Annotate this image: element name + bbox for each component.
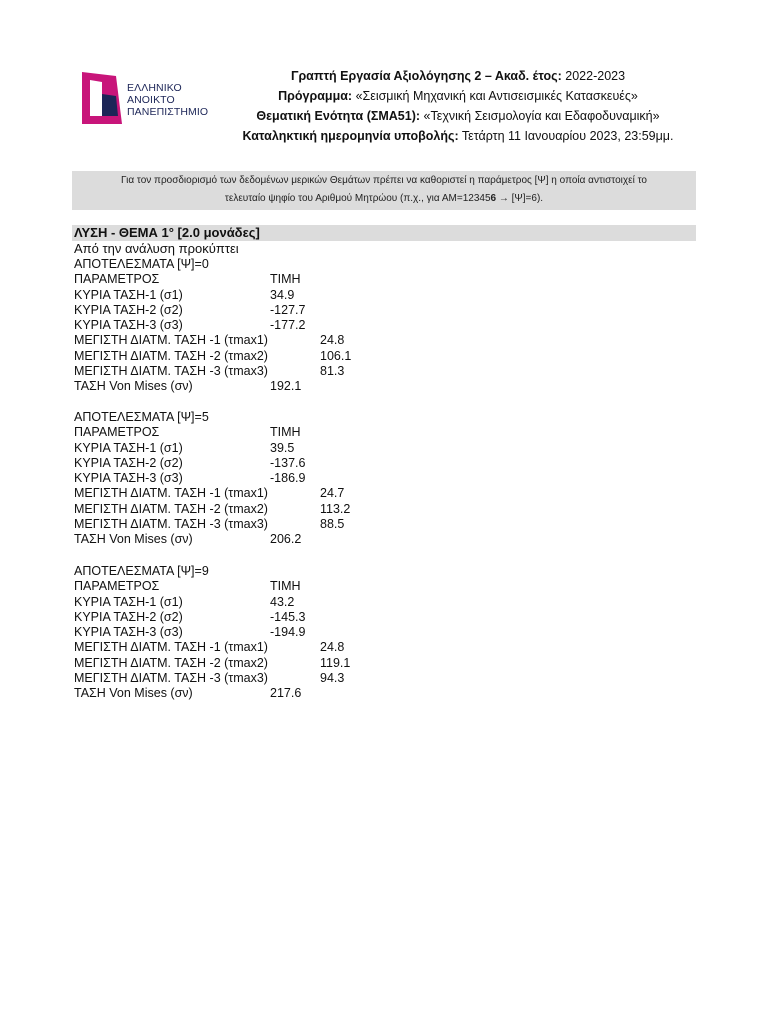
table-row <box>74 594 295 610</box>
module-label: Θεματική Ενότητα (ΣΜΑ51): <box>256 109 421 123</box>
header-line-program <box>200 86 716 106</box>
row-label: ΤΑΣΗ Von Mises (σν) <box>74 379 193 394</box>
table-row <box>74 455 306 471</box>
results-block-9 <box>74 564 351 702</box>
results-block-0 <box>74 257 352 395</box>
header-line-module <box>200 106 716 126</box>
row-value: 24.8 <box>320 640 345 655</box>
logo-line-3: ΠΑΝΕΠΙΣΤΗΜΙΟ <box>127 106 209 118</box>
results-heading: ΑΠΟΤΕΛΕΣΜΑΤΑ [Ψ]=5 <box>74 410 209 424</box>
row-label: ΜΕΓΙΣΤΗ ΔΙΑΤΜ. ΤΑΣΗ -1 (τmax1) <box>74 486 268 501</box>
table-row <box>74 318 306 333</box>
assignment-label: Γραπτή Εργασία Αξιολόγησης 2 – Ακαδ. έτος: <box>290 69 562 83</box>
row-value: -177.2 <box>270 318 306 333</box>
table-row <box>74 471 306 486</box>
row-value: 206.2 <box>270 532 302 547</box>
row-label: ΜΕΓΙΣΤΗ ΔΙΑΤΜ. ΤΑΣΗ -3 (τmax3) <box>74 364 268 379</box>
document-header <box>200 66 716 146</box>
notice-line-1: Για τον προσδιορισμό των δεδομένων μερικών Θεμάτων πρέπει να καθοριστεί η παράμετρος [Ψ] η οποία αντιστοιχεί το <box>121 175 647 186</box>
row-label: ΚΥΡΙΑ ΤΑΣΗ-1 (σ1) <box>74 440 183 455</box>
academic-year: 2022-2023 <box>565 69 626 83</box>
table-row <box>74 609 306 625</box>
results-header-row <box>74 425 301 440</box>
header-line-assignment <box>200 66 716 86</box>
results-header-row <box>74 579 301 594</box>
table-row <box>74 686 302 701</box>
table-row <box>74 517 345 532</box>
param-header: ΠΑΡΑΜΕΤΡΟΣ <box>74 272 160 287</box>
deadline-value: Τετάρτη 11 Ιανουαρίου 2023, 23:59μμ. <box>461 129 674 143</box>
row-value: 24.8 <box>320 333 345 348</box>
row-value: 106.1 <box>320 348 352 363</box>
row-label: ΜΕΓΙΣΤΗ ΔΙΑΤΜ. ΤΑΣΗ -2 (τmax2) <box>74 348 268 363</box>
table-row <box>74 333 345 348</box>
row-label: ΜΕΓΙΣΤΗ ΔΙΑΤΜ. ΤΑΣΗ -3 (τmax3) <box>74 671 268 686</box>
program-label: Πρόγραμμα: <box>278 89 353 103</box>
results-heading: ΑΠΟΤΕΛΕΣΜΑΤΑ [Ψ]=9 <box>74 564 209 578</box>
header-line-deadline <box>200 126 716 146</box>
table-row <box>74 625 306 640</box>
deadline-label: Καταληκτική ημερομηνία υποβολής: <box>242 129 459 143</box>
row-label: ΚΥΡΙΑ ΤΑΣΗ-3 (σ3) <box>74 318 183 333</box>
notice-line-2 <box>72 190 696 208</box>
notice-line-2-pre: τελευταίο ψηφίο του Αριθμού Μητρώου (π.χ., για ΑΜ=12345 <box>224 193 491 204</box>
row-value: 24.7 <box>320 486 345 501</box>
table-row <box>74 640 345 655</box>
row-value: 34.9 <box>270 287 295 302</box>
logo-line-1: ΕΛΛΗΝΙΚΟ <box>127 82 182 94</box>
row-label: ΚΥΡΙΑ ΤΑΣΗ-2 (σ2) <box>74 302 183 317</box>
table-row <box>74 501 351 517</box>
row-label: ΚΥΡΙΑ ΤΑΣΗ-1 (σ1) <box>74 287 183 302</box>
table-row <box>74 440 295 456</box>
row-value: 39.5 <box>270 440 295 455</box>
row-label: ΜΕΓΙΣΤΗ ΔΙΑΤΜ. ΤΑΣΗ -3 (τmax3) <box>74 517 268 532</box>
row-value: 88.5 <box>320 517 345 532</box>
value-header: ΤΙΜΗ <box>270 272 301 287</box>
row-value: 217.6 <box>270 686 302 701</box>
row-value: 113.2 <box>320 501 351 516</box>
table-row <box>74 364 345 379</box>
results-block-5 <box>74 410 351 548</box>
row-value: 81.3 <box>320 364 345 379</box>
notice-line-2-bold: 6 <box>490 193 497 204</box>
row-value: 94.3 <box>320 671 345 686</box>
results-heading: ΑΠΟΤΕΛΕΣΜΑΤΑ [Ψ]=0 <box>74 257 209 271</box>
row-value: -145.3 <box>270 609 306 624</box>
table-row <box>74 348 352 364</box>
row-value: 119.1 <box>320 655 351 670</box>
param-header: ΠΑΡΑΜΕΤΡΟΣ <box>74 579 160 594</box>
param-header: ΠΑΡΑΜΕΤΡΟΣ <box>74 425 160 440</box>
logo-line-2: ΑΝΟΙΚΤΟ <box>127 94 175 106</box>
section-intro: Από την ανάλυση προκύπτει <box>74 241 239 256</box>
module-name: «Τεχνική Σεισμολογία και Εδαφοδυναμική» <box>423 109 660 123</box>
row-label: ΚΥΡΙΑ ΤΑΣΗ-1 (σ1) <box>74 594 183 609</box>
row-value: 43.2 <box>270 594 295 609</box>
table-row <box>74 655 351 671</box>
table-row <box>74 671 345 686</box>
row-label: ΚΥΡΙΑ ΤΑΣΗ-2 (σ2) <box>74 609 183 624</box>
row-label: ΚΥΡΙΑ ΤΑΣΗ-3 (σ3) <box>74 625 183 640</box>
row-label: ΜΕΓΙΣΤΗ ΔΙΑΤΜ. ΤΑΣΗ -2 (τmax2) <box>74 655 268 670</box>
row-value: -194.9 <box>270 625 306 640</box>
table-row <box>74 486 345 501</box>
row-label: ΜΕΓΙΣΤΗ ΔΙΑΤΜ. ΤΑΣΗ -2 (τmax2) <box>74 501 268 516</box>
row-label: ΤΑΣΗ Von Mises (σν) <box>74 532 193 547</box>
results-header-row <box>74 272 301 287</box>
parameter-notice <box>72 171 696 210</box>
table-row <box>74 287 295 303</box>
program-name: «Σεισμική Μηχανική και Αντισεισμικές Κατασκευές» <box>355 89 638 103</box>
row-value: -127.7 <box>270 302 306 317</box>
row-label: ΚΥΡΙΑ ΤΑΣΗ-2 (σ2) <box>74 455 183 470</box>
row-label: ΤΑΣΗ Von Mises (σν) <box>74 686 193 701</box>
row-value: -137.6 <box>270 455 306 470</box>
row-value: -186.9 <box>270 471 306 486</box>
table-row <box>74 532 302 547</box>
value-header: ΤΙΜΗ <box>270 425 301 440</box>
row-label: ΜΕΓΙΣΤΗ ΔΙΑΤΜ. ΤΑΣΗ -1 (τmax1) <box>74 333 268 348</box>
row-value: 192.1 <box>270 379 302 394</box>
value-header: ΤΙΜΗ <box>270 579 301 594</box>
logo-wordmark <box>127 82 208 118</box>
notice-line-2-post: → [Ψ]=6). <box>496 193 544 204</box>
row-label: ΚΥΡΙΑ ΤΑΣΗ-3 (σ3) <box>74 471 183 486</box>
table-row <box>74 302 306 318</box>
section-title: ΛΥΣΗ - ΘΕΜΑ 1° [2.0 μονάδες] <box>72 225 696 241</box>
logo-mark-icon <box>82 70 124 126</box>
row-label: ΜΕΓΙΣΤΗ ΔΙΑΤΜ. ΤΑΣΗ -1 (τmax1) <box>74 640 268 655</box>
table-row <box>74 379 302 394</box>
